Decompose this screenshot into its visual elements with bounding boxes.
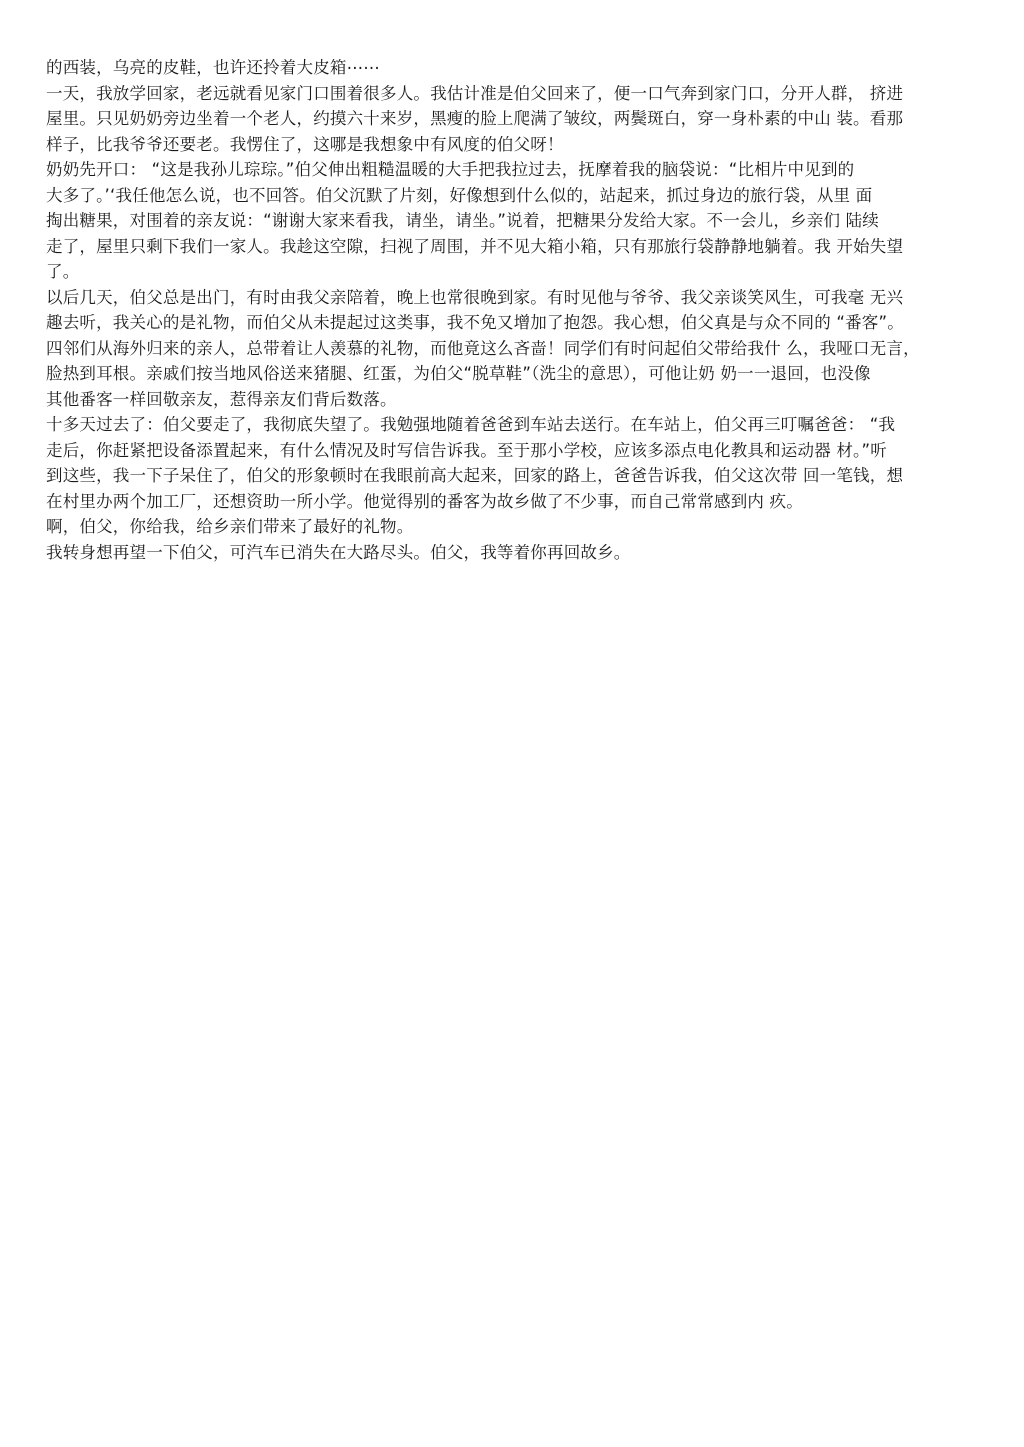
text-line: 啊，伯父，你给我，给乡亲们带来了最好的礼物。 bbox=[46, 517, 414, 536]
text-line: 大多了。’‘我任他怎么说，也不回答。伯父沉默了片刻，好像想到什么似的，站起来，抓过身边的旅行袋，从里 面 bbox=[46, 185, 873, 205]
text-line: 屋里。只见奶奶旁边坐着一个老人，约摸六十来岁，黑瘦的脸上爬满了皱纹，两鬓斑白，穿一身朴素的中山 装。看那 bbox=[46, 109, 904, 128]
text-line: 走后，你赶紧把设备添置起来，有什么情况及时写信告诉我。至于那小学校，应该多添点电化教具和运动器 材。”听 bbox=[46, 440, 887, 460]
text-line: 以后几天，伯父总是出门，有时由我父亲陪着，晚上也常很晚到家。有时见他与爷爷、我父亲谈笑风生，可我毫 无兴 bbox=[46, 287, 904, 307]
text-line: 掏出糖果，对围着的亲友说：“谢谢大家来看我，请坐，请坐。”说着，把糖果分发给大家。不一会儿，乡亲们 陆续 bbox=[46, 211, 879, 230]
text-line: 到这些，我一下子呆住了，伯父的形象顿时在我眼前高大起来，回家的路上，爸爸告诉我，伯父这次带 回一笔钱，想 bbox=[46, 466, 904, 485]
text-line: 一天，我放学回家，老远就看见家门口围着很多人。我估计准是伯父回来了，便一口气奔到家门口，分开人群， 挤进 bbox=[46, 83, 904, 103]
text-line: 在村里办两个加工厂，还想资助一所小学。他觉得别的番客为故乡做了不少事，而自己常常感到内 疚。 bbox=[46, 491, 803, 511]
text-line: 样子，比我爷爷还要老。我愣住了，这哪是我想象中有风度的伯父呀！ bbox=[46, 134, 564, 154]
text-line: 我转身想再望一下伯父，可汽车已消失在大路尽头。伯父，我等着你再回故乡。 bbox=[46, 542, 631, 562]
text-line: 其他番客一样回敬亲友，惹得亲友们背后数落。 bbox=[46, 389, 397, 409]
text-line: 的西装，乌亮的皮鞋，也许还拎着大皮箱⋯⋯ bbox=[46, 58, 380, 77]
text-line: 走了，屋里只剩下我们一家人。我趁这空隙，扫视了周围，并不见大箱小箱，只有那旅行袋静静地躺着。我 开始失望 bbox=[46, 236, 904, 256]
text-line: 趣去听，我关心的是礼物，而伯父从未提起过这类事，我不免又增加了抱怨。我心想，伯父真是与众不同的 “番客”。 bbox=[46, 313, 904, 332]
document-body bbox=[46, 55, 984, 565]
text-line: 脸热到耳根。亲戚们按当地风俗送来猪腿、红蛋，为伯父“脱草鞋”（洗尘的意思），可他让奶 奶一一退回，也没像 bbox=[46, 364, 871, 383]
text-line: 奶奶先开口： “这是我孙儿琮琮。”伯父伸出粗糙温暖的大手把我拉过去，抚摩着我的脑袋说：“比相片中见到的 bbox=[46, 160, 855, 179]
text-line: 十多天过去了：伯父要走了，我彻底失望了。我勉强地随着爸爸到车站去送行。在车站上，伯父再三叮嘱爸爸： “我 bbox=[46, 415, 896, 434]
text-line: 了。 bbox=[46, 262, 80, 281]
text-line: 四邻们从海外归来的亲人，总带着让人羡慕的礼物，而他竟这么吝啬！同学们有时问起伯父带给我什 么，我哑口无言， bbox=[46, 338, 920, 358]
